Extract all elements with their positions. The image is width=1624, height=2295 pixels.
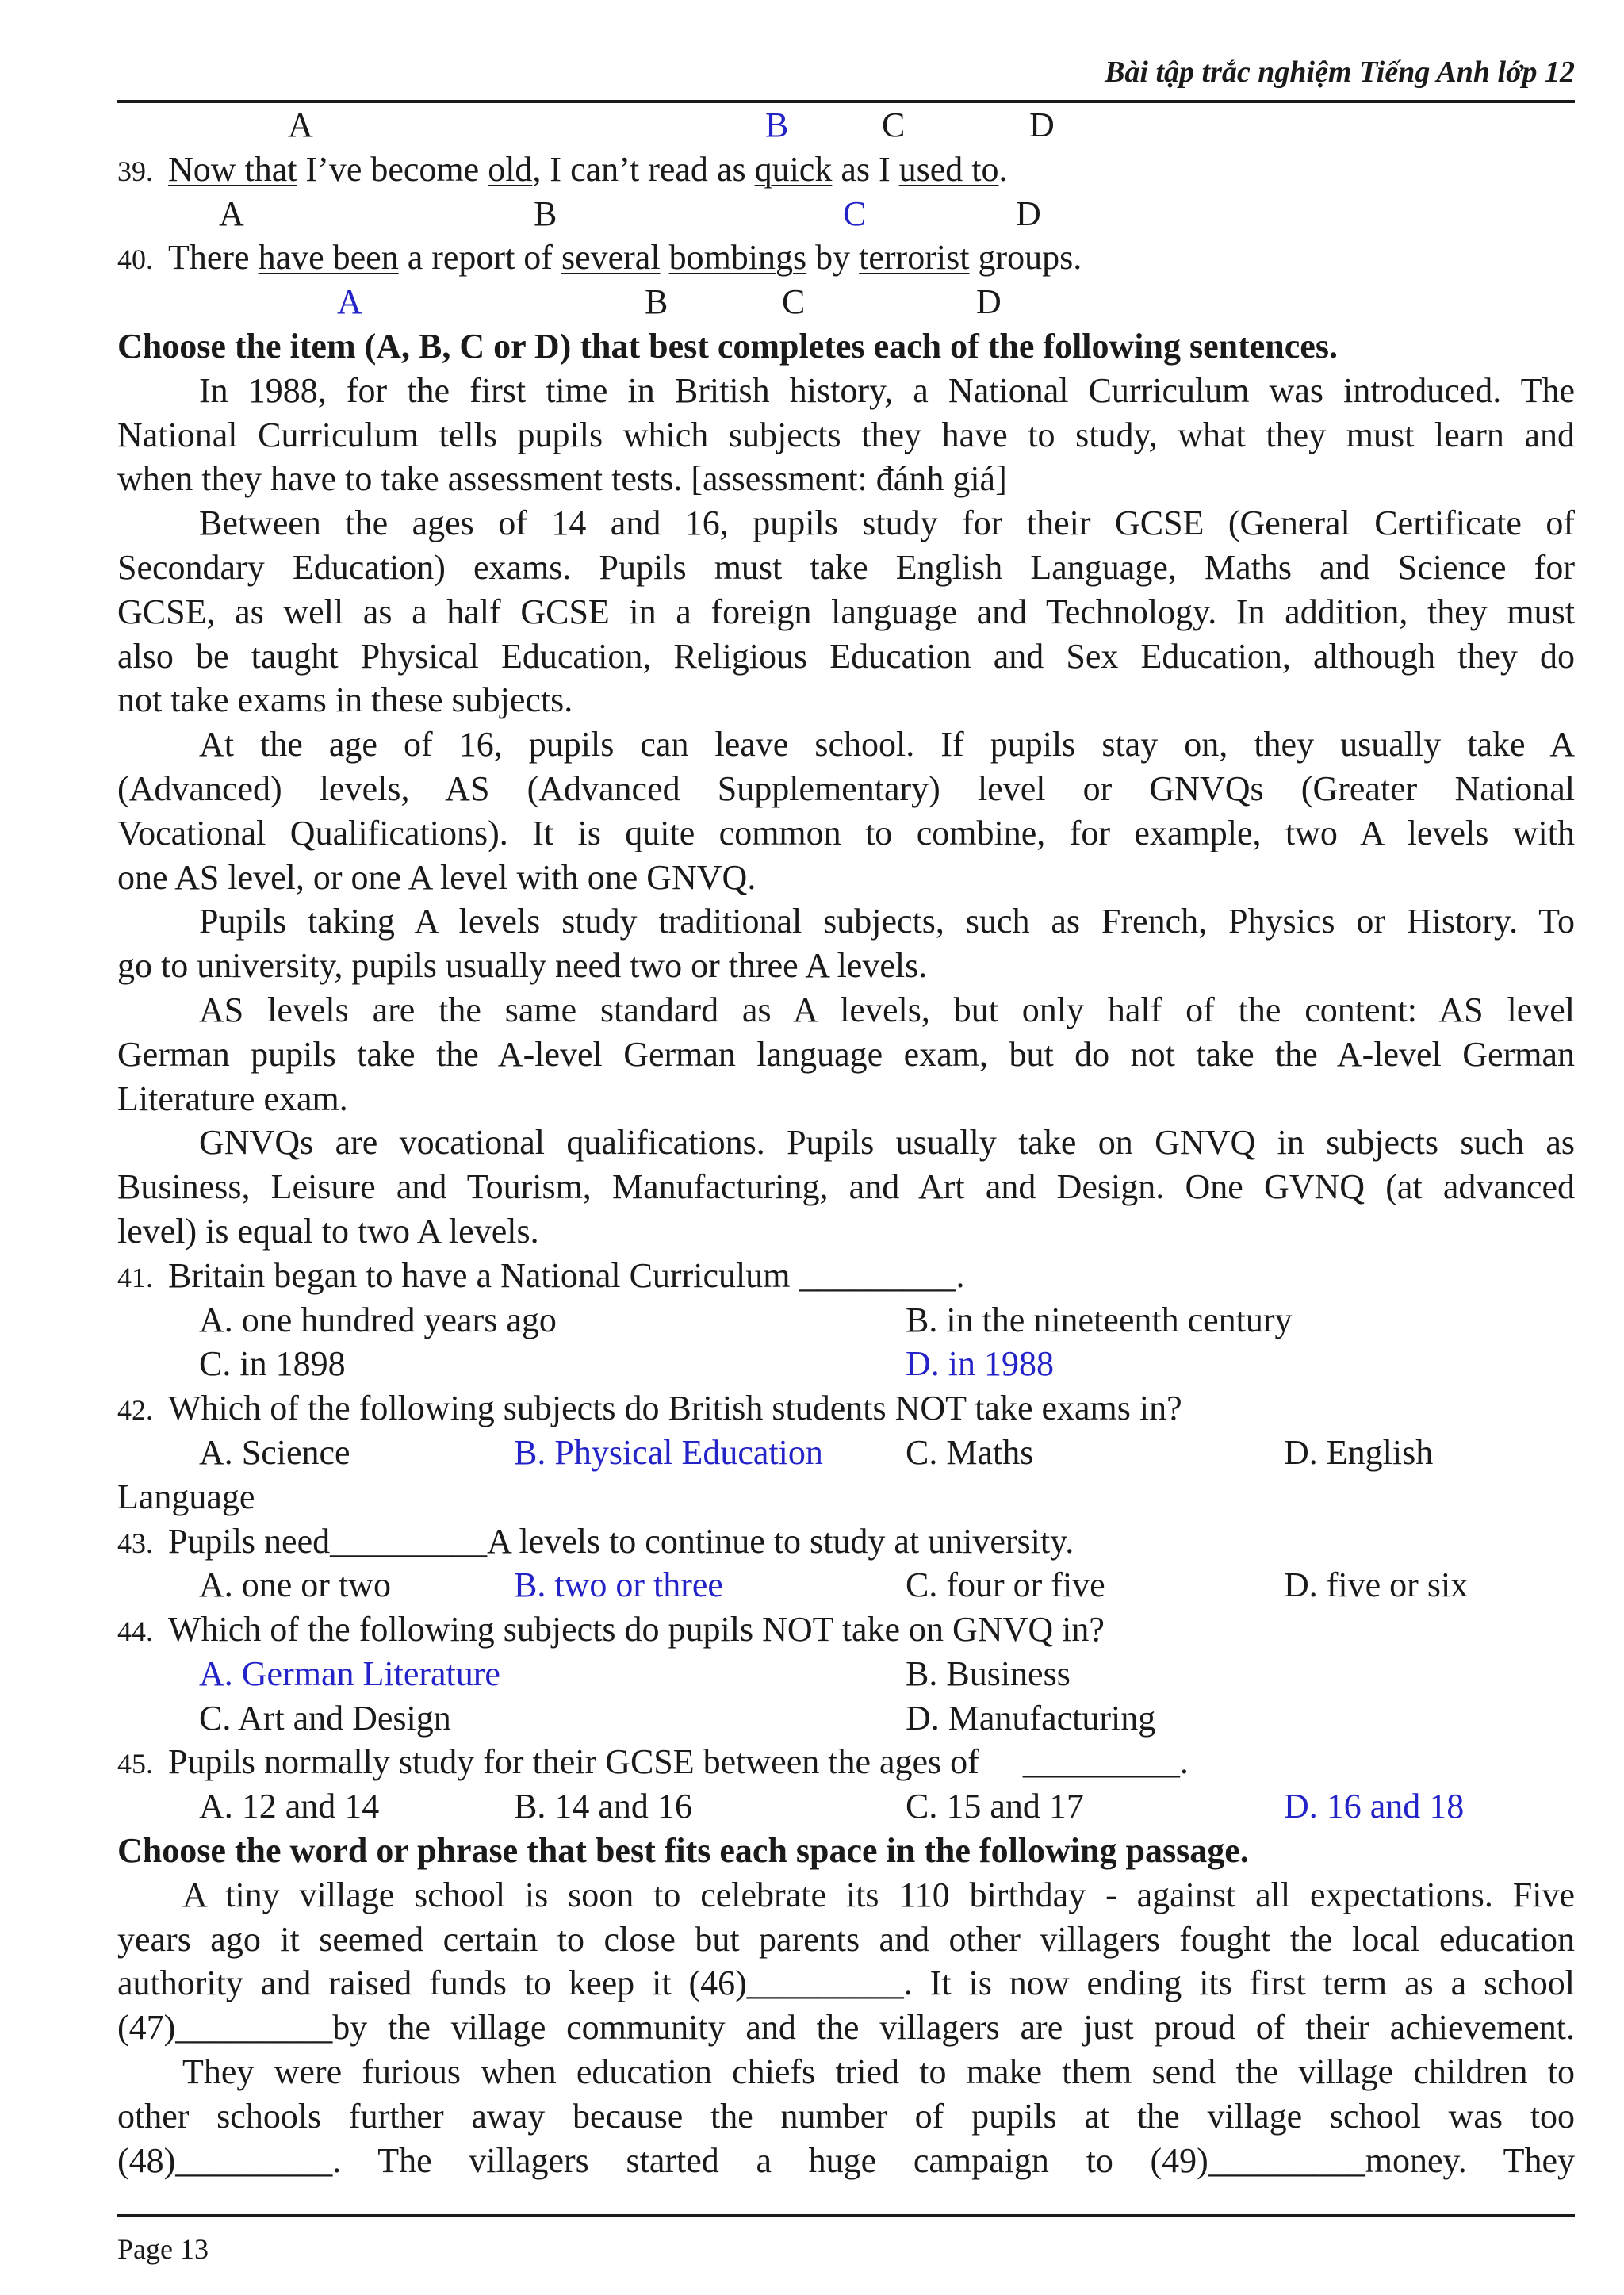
- q38-label-d: D: [1029, 105, 1055, 144]
- question-44: [117, 1607, 1575, 1652]
- option-a[interactable]: A. Science: [199, 1432, 350, 1472]
- option-d[interactable]: D. five or six: [1284, 1565, 1469, 1605]
- q39-label-b: B: [534, 193, 557, 233]
- option-b[interactable]: B. 14 and 16: [514, 1787, 692, 1826]
- option-b[interactable]: B. in the nineteenth century: [906, 1300, 1293, 1339]
- q41-options-row2: [117, 1342, 1575, 1386]
- underlined-b: several: [561, 238, 661, 278]
- q43-options: [117, 1563, 1575, 1607]
- passage-line: National Curriculum tells pupils which subjects they have to study, what they must learn and: [117, 415, 1575, 454]
- page-content: [117, 103, 1575, 2182]
- q38-label-a: A: [288, 105, 313, 144]
- q45-options: [117, 1784, 1575, 1829]
- cloze-line: A tiny village school is soon to celebrate its 110 birthday - against all expectations. Five: [182, 1875, 1575, 1914]
- q39-labels: [117, 192, 1575, 236]
- q40-labels: [117, 280, 1575, 324]
- option-c[interactable]: C. four or five: [906, 1565, 1105, 1605]
- sentence-text: as I: [832, 149, 899, 189]
- cloze-line: They were furious when education chiefs tried to make them send the village children to: [182, 2052, 1575, 2092]
- question-43: [117, 1519, 1575, 1564]
- cloze-line: other schools further away because the number of pupils at the village school was too: [117, 2096, 1575, 2136]
- passage-line: GCSE, as well as a half GCSE in a foreign language and Technology. In addition, they must: [117, 592, 1575, 631]
- footer-rule: [117, 2214, 1575, 2217]
- underlined-c: bombings: [668, 238, 807, 278]
- question-stem: Pupils normally study for their GCSE between the ages of _________.: [168, 1742, 1189, 1782]
- q38-labels: [117, 103, 1575, 148]
- question-number: 45.: [117, 1748, 153, 1780]
- question-stem: Britain began to have a National Curriculum _________.: [168, 1255, 965, 1295]
- underlined-a: have been: [258, 238, 399, 278]
- underlined-d: terrorist: [859, 238, 970, 278]
- passage-line: German pupils take the A-level German language exam, but do not take the A-level German: [117, 1034, 1575, 1074]
- underlined-d: used to: [898, 149, 999, 189]
- option-c[interactable]: C. 15 and 17: [906, 1787, 1084, 1826]
- cloze-line: (48)_________. The villagers started a huge campaign to (49)_________money. They: [117, 2140, 1575, 2180]
- option-c[interactable]: C. Art and Design: [199, 1698, 451, 1738]
- q40-label-a: A: [337, 282, 362, 322]
- question-39: [117, 148, 1575, 192]
- passage-line: AS levels are the same standard as A levels, but only half of the content: AS level: [199, 990, 1575, 1029]
- reading-instruction: Choose the item (A, B, C or D) that best completes each of the following sentences.: [117, 326, 1338, 366]
- q44-options-row1: [117, 1652, 1575, 1696]
- option-d[interactable]: D. Manufacturing: [906, 1698, 1156, 1738]
- question-stem: Which of the following subjects do pupils NOT take on GNVQ in?: [168, 1610, 1105, 1649]
- passage-line: Vocational Qualifications). It is quite common to combine, for example, two A levels with: [117, 813, 1575, 852]
- cloze-line: (47)_________by the village community and the villagers are just proud of their achievement.: [117, 2008, 1575, 2048]
- passage-line: one AS level, or one A level with one GNVQ.: [117, 857, 756, 897]
- underlined-a: Now that: [168, 149, 297, 189]
- passage-line: Literature exam.: [117, 1079, 348, 1118]
- underlined-c: quick: [754, 149, 833, 189]
- question-number: 41.: [117, 1261, 153, 1293]
- q39-label-d: D: [1016, 193, 1041, 233]
- sentence-text: a report of: [398, 238, 561, 278]
- option-b[interactable]: B. two or three: [514, 1565, 723, 1605]
- passage-line: not take exams in these subjects.: [117, 680, 573, 720]
- question-number: 44.: [117, 1615, 153, 1648]
- header-title: Bài tập trắc nghiệm Tiếng Anh lớp 12: [1105, 56, 1575, 89]
- question-number: 39.: [117, 155, 153, 187]
- question-45: [117, 1740, 1575, 1784]
- passage-line: At the age of 16, pupils can leave school. If pupils stay on, they usually take A: [199, 725, 1575, 764]
- passage-line: go to university, pupils usually need two or three A levels.: [117, 946, 928, 986]
- passage-line: also be taught Physical Education, Religious Education and Sex Education, although they do: [117, 636, 1575, 676]
- sentence-text: There: [168, 238, 259, 278]
- cloze-instruction: Choose the word or phrase that best fits each space in the following passage.: [117, 1831, 1249, 1871]
- passage-line: (Advanced) levels, AS (Advanced Supplementary) level or GNVQs (Greater National: [117, 768, 1575, 808]
- q42-option-wrap: Language: [117, 1477, 255, 1516]
- option-a[interactable]: A. German Literature: [199, 1653, 500, 1693]
- passage-line: when they have to take assessment tests. [assessment: đánh giá]: [117, 459, 1007, 499]
- option-d[interactable]: D. 16 and 18: [1284, 1787, 1465, 1826]
- option-d[interactable]: D. English: [1284, 1432, 1434, 1472]
- q39-label-c: C: [843, 193, 867, 233]
- sentence-text: I’ve become: [297, 149, 488, 189]
- sentence-text: by: [806, 238, 860, 278]
- question-number: 43.: [117, 1527, 153, 1559]
- option-c[interactable]: C. Maths: [906, 1432, 1034, 1472]
- passage-line: In 1988, for the first time in British history, a National Curriculum was introduced. The: [199, 370, 1575, 410]
- option-a[interactable]: A. one or two: [199, 1565, 391, 1605]
- passage-line: level) is equal to two A levels.: [117, 1211, 539, 1251]
- underlined-b: old: [488, 149, 533, 189]
- option-a[interactable]: A. 12 and 14: [199, 1787, 380, 1826]
- page-number: Page 13: [117, 2233, 209, 2265]
- question-41: [117, 1254, 1575, 1298]
- q38-label-c: C: [882, 105, 906, 144]
- passage-line: Business, Leisure and Tourism, Manufacturing, and Art and Design. One GVNQ (at advanced: [117, 1167, 1575, 1207]
- q39-label-a: A: [219, 193, 244, 233]
- option-a[interactable]: A. one hundred years ago: [199, 1300, 557, 1339]
- sentence-text: .: [998, 149, 1008, 189]
- cloze-line: authority and raised funds to keep it (46)_________. It is now ending its first term as a school: [117, 1964, 1575, 2003]
- passage-line: Secondary Education) exams. Pupils must take English Language, Maths and Science for: [117, 547, 1575, 587]
- question-40: [117, 236, 1575, 280]
- question-stem: Pupils need_________A levels to continue to study at university.: [168, 1521, 1074, 1561]
- passage-line: GNVQs are vocational qualifications. Pupils usually take on GNVQ in subjects such as: [199, 1123, 1575, 1163]
- sentence-text: [661, 238, 669, 277]
- q41-options-row1: [117, 1298, 1575, 1343]
- cloze-line: years ago it seemed certain to close but parents and other villagers fought the local education: [117, 1919, 1575, 1959]
- cloze-passage: [117, 1873, 1575, 2183]
- sentence-text: groups.: [969, 238, 1082, 278]
- reading-passage: [117, 369, 1575, 1254]
- option-b[interactable]: B. Business: [906, 1653, 1071, 1693]
- q40-label-d: D: [976, 282, 1002, 322]
- question-stem: Which of the following subjects do British students NOT take exams in?: [168, 1389, 1182, 1428]
- q40-label-c: C: [782, 282, 806, 322]
- passage-line: Pupils taking A levels study traditional subjects, such as French, Physics or History. To: [199, 902, 1575, 941]
- sentence-text: , I can’t read as: [532, 149, 755, 189]
- q42-options: [117, 1431, 1575, 1475]
- option-d[interactable]: D. in 1988: [906, 1344, 1054, 1384]
- option-c[interactable]: C. in 1898: [199, 1344, 346, 1384]
- question-number: 40.: [117, 243, 153, 276]
- question-42: [117, 1386, 1575, 1431]
- q38-label-b: B: [765, 105, 789, 144]
- q40-label-b: B: [645, 282, 668, 322]
- passage-line: Between the ages of 14 and 16, pupils study for their GCSE (General Certificate of: [199, 504, 1575, 543]
- question-number: 42.: [117, 1394, 153, 1427]
- q44-options-row2: [117, 1696, 1575, 1741]
- option-b[interactable]: B. Physical Education: [514, 1432, 823, 1472]
